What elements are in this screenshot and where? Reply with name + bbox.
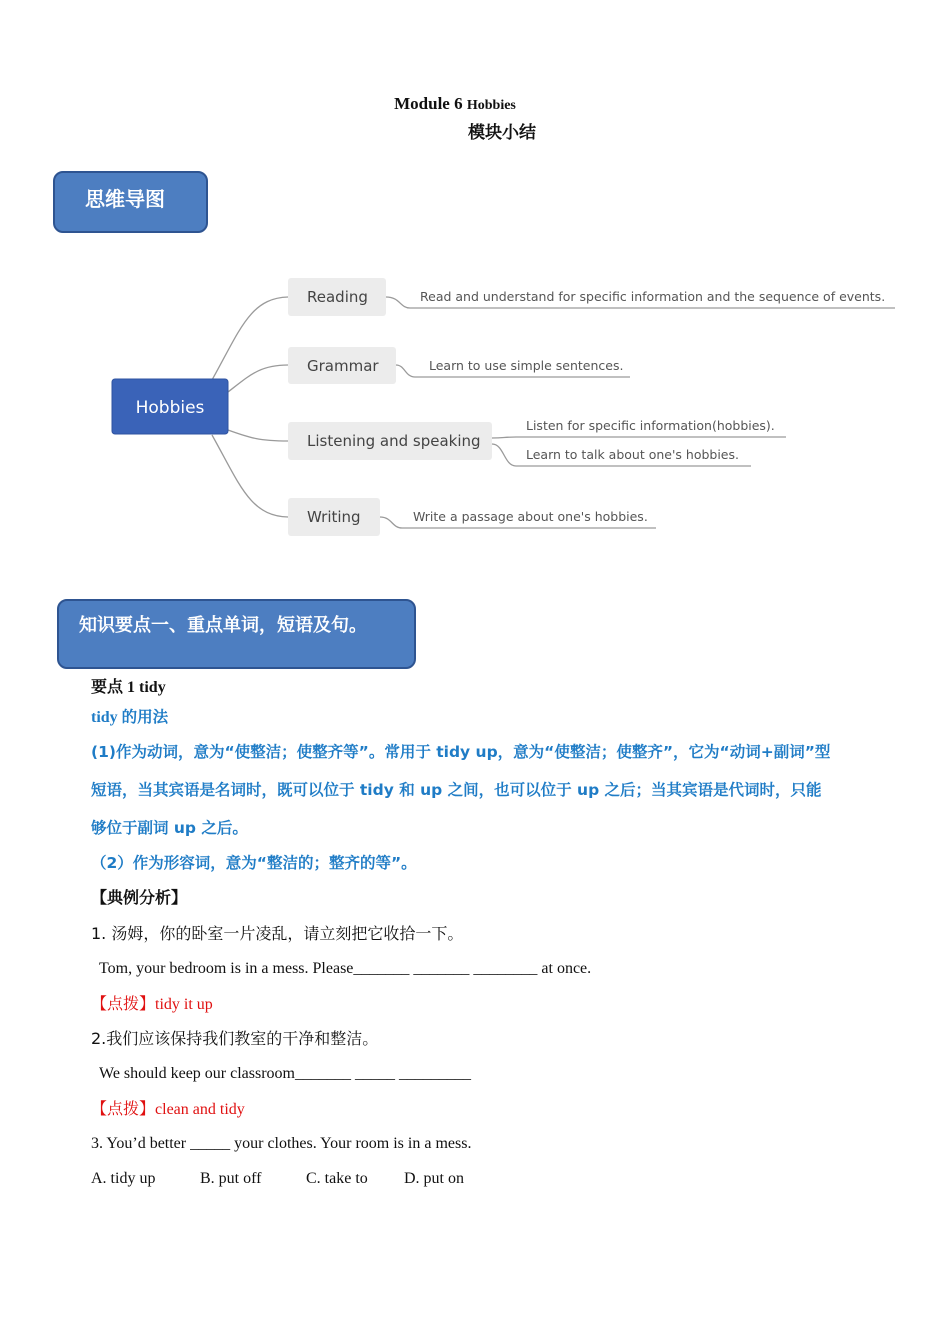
option-a: A. tidy up [91,1170,156,1187]
hint-label: 【点拨】 [91,1099,156,1118]
hint-label: 【点拨】 [91,994,156,1013]
question-1-en: Tom, your bedroom is in a mess. Please_______ _______ ________ at once. [99,960,592,977]
detail-writing: Write a passage about one's hobbies. [413,509,648,524]
mind-map [100,270,900,545]
question-3: 3. You’d better _____ your clothes. Your room is in a mess. [91,1135,472,1152]
section-keypoints-heading: 知识要点一、重点单词，短语及句。 [57,599,416,669]
mindmap-center-label: Hobbies [135,398,205,418]
detail-listening-1: Listen for specific information(hobbies). [526,418,775,433]
connector-listening [228,430,288,441]
question-1-cn: 1. 汤姆，你的卧室一片凌乱，请立刻把它收拾一下。 [91,924,464,943]
question-2-cn: 2.我们应该保持我们教室的干净和整洁。 [91,1029,379,1048]
detail-grammar: Learn to use simple sentences. [429,358,624,373]
branch-label-grammar: Grammar [307,357,379,375]
question-2-en: We should keep our classroom_______ _____ _________ [99,1065,471,1082]
verb-usage-line-2: 短语，当其宾语是名词时，既可以位于 tidy 和 up 之间，也可以位于 up 之后；当其宾语是代词时，只能 [91,781,822,799]
option-b: B. put off [200,1170,262,1187]
detail-reading: Read and understand for specific information and the sequence of events. [420,289,886,304]
document-subtitle: 模块小结 [468,123,536,143]
branch-label-reading: Reading [307,288,368,306]
answer-1: tidy it up [155,996,213,1013]
verb-usage-line-1: (1)作为动词，意为“使整洁；使整齐等”。常用于 tidy up，意为“使整洁；使整齐”，它为“动词+副词”型 [91,743,831,761]
answer-2: clean and tidy [155,1101,245,1118]
usage-cn: 的用法 [121,708,169,726]
branch-label-writing: Writing [307,508,361,526]
hint-1 [91,994,213,1015]
adjective-usage: （2）作为形容词，意为“整洁的；整齐的等”。 [91,854,417,872]
hint-2 [91,1099,245,1120]
section-mindmap-heading: 思维导图 [53,171,208,233]
branch-label-listening: Listening and speaking [307,432,481,450]
verb-usage-line-3: 够位于副词 up 之后。 [91,819,248,837]
connector-reading [212,297,288,380]
connector-writing [212,435,288,517]
option-c: C. take to [306,1170,368,1187]
usage-heading [91,707,168,728]
point-heading-cn: 要点 [91,677,124,696]
point-heading-en: 1 tidy [127,679,166,696]
connector-grammar [228,365,288,392]
point-heading [91,677,166,698]
option-d: D. put on [404,1170,464,1187]
examples-heading: 【典例分析】 [91,888,188,907]
usage-word: tidy [91,709,118,726]
topic-label: Hobbies [466,98,516,113]
module-label: Module 6 [394,94,463,113]
document-title [0,94,910,114]
detail-listening-2: Learn to talk about one's hobbies. [526,447,739,462]
detail-line-listening-1 [492,437,786,438]
